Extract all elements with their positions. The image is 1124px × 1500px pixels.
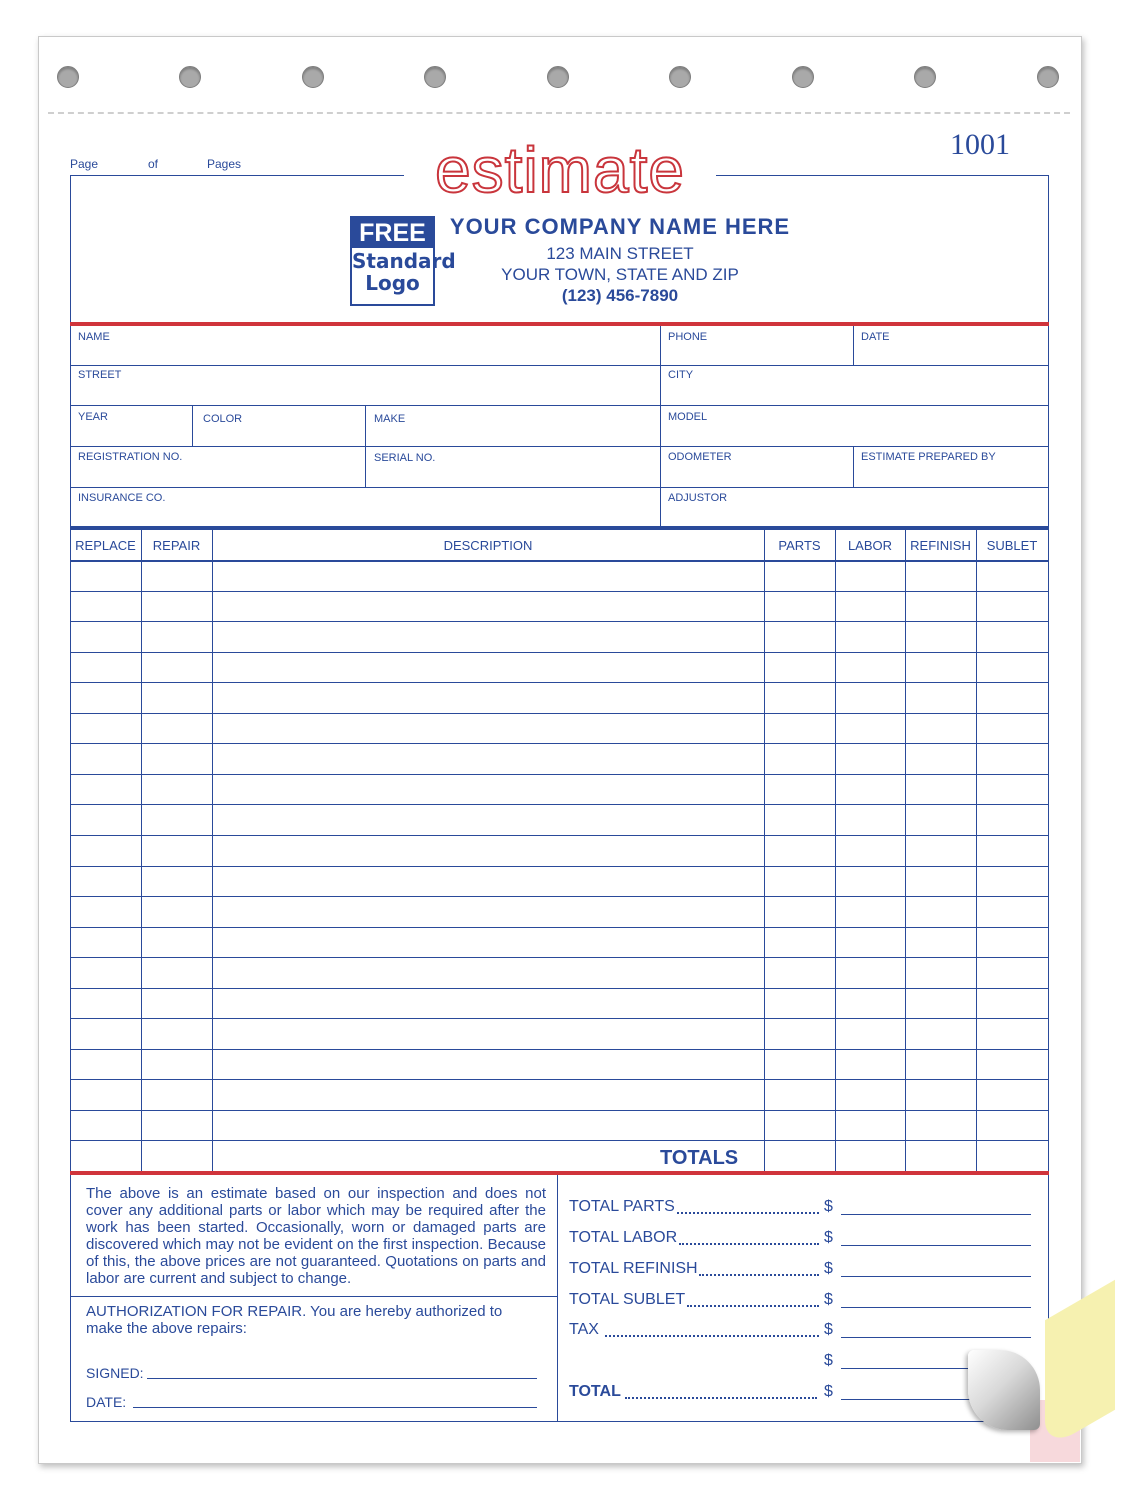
logo-line-1: Standard	[352, 249, 456, 273]
table-header-bottom	[70, 560, 1049, 562]
insurance-field[interactable]: INSURANCE CO.	[78, 492, 166, 504]
total-labor-label: TOTAL LABOR	[569, 1229, 678, 1246]
column-line	[853, 326, 854, 365]
table-row[interactable]	[70, 957, 1049, 958]
table-row[interactable]	[70, 835, 1049, 836]
blank-row[interactable]	[569, 1352, 1034, 1372]
currency-symbol: $	[824, 1383, 833, 1400]
make-field[interactable]: MAKE	[374, 413, 406, 425]
tax-row[interactable]	[569, 1321, 1034, 1341]
total-parts-row[interactable]	[569, 1198, 1034, 1218]
leader-dots	[687, 1291, 819, 1307]
leader-dots	[679, 1229, 819, 1245]
outer-border-bottom	[70, 1421, 1049, 1422]
registration-field[interactable]: REGISTRATION NO.	[78, 451, 183, 463]
logo-line-2: Logo	[365, 271, 420, 295]
column-line	[853, 446, 854, 487]
company-logo	[350, 216, 456, 306]
page-line	[70, 175, 404, 176]
col-repair: REPAIR	[152, 538, 201, 553]
binder-hole	[669, 66, 691, 88]
pages-label: Pages	[207, 157, 242, 171]
binder-hole	[914, 66, 936, 88]
row-line	[70, 405, 1049, 406]
currency-symbol: $	[824, 1291, 833, 1308]
tax-label: TAX	[569, 1321, 599, 1338]
page-label: Page	[70, 157, 99, 171]
column-line	[976, 530, 977, 1171]
red-divider-bottom	[70, 1171, 1049, 1175]
col-parts: PARTS	[778, 538, 821, 553]
amount-line	[841, 1307, 1031, 1308]
leader-dots	[699, 1260, 819, 1276]
total-refinish-row[interactable]	[569, 1260, 1034, 1280]
row-line	[70, 487, 1049, 488]
table-row[interactable]	[70, 1140, 1049, 1141]
row-line	[70, 446, 1049, 447]
serial-field[interactable]: SERIAL NO.	[374, 452, 436, 464]
phone-field[interactable]: PHONE	[668, 331, 708, 343]
grand-total-row[interactable]	[569, 1383, 1034, 1403]
perforation-line	[48, 112, 1070, 114]
adjustor-field[interactable]: ADJUSTOR	[668, 492, 728, 504]
leader-dots	[625, 1383, 817, 1399]
table-row[interactable]	[70, 682, 1049, 683]
totals-label: TOTALS	[660, 1147, 739, 1169]
table-row[interactable]	[70, 713, 1049, 714]
table-row[interactable]	[70, 1018, 1049, 1019]
date-field[interactable]: DATE	[861, 331, 890, 343]
street-field[interactable]: STREET	[78, 369, 122, 381]
header-line	[716, 175, 1049, 176]
binder-hole	[179, 66, 201, 88]
col-description: DESCRIPTION	[443, 538, 533, 553]
table-row[interactable]	[70, 866, 1049, 867]
table-row[interactable]	[70, 927, 1049, 928]
table-row[interactable]	[70, 988, 1049, 989]
currency-symbol: $	[824, 1229, 833, 1246]
leader-dots	[605, 1321, 819, 1337]
form-title: estimate	[435, 134, 685, 206]
col-labor: LABOR	[847, 538, 893, 553]
total-refinish-label: TOTAL REFINISH	[569, 1260, 698, 1277]
column-line	[212, 530, 213, 1171]
column-line	[660, 326, 661, 526]
column-line	[764, 530, 765, 1171]
binder-hole	[57, 66, 79, 88]
disclaimer-text: The above is an estimate based on our inspection and does not cover any additional parts or labor which may be required after the work has been started. Occasionally, worn or damaged parts are discovered which may not be evident on the first inspection. Because of this, the above prices are not guaranteed. Quotations on parts and labor are current and subject to change.	[86, 1185, 546, 1287]
col-replace: REPLACE	[75, 538, 136, 553]
row-line	[70, 365, 1049, 366]
name-field[interactable]: NAME	[78, 331, 110, 343]
date-label: DATE:	[86, 1394, 127, 1410]
total-sublet-row[interactable]	[569, 1291, 1034, 1311]
blue-divider	[70, 526, 1049, 530]
binder-hole	[1037, 66, 1059, 88]
table-row[interactable]	[70, 652, 1049, 653]
currency-symbol: $	[824, 1198, 833, 1215]
currency-symbol: $	[824, 1321, 833, 1338]
binder-hole	[547, 66, 569, 88]
outer-border-left	[70, 175, 71, 1422]
authorization-text: AUTHORIZATION FOR REPAIR. You are hereby authorized to make the above repairs:	[86, 1303, 503, 1337]
prepared-by-field[interactable]: ESTIMATE PREPARED BY	[861, 451, 996, 463]
company-city: YOUR TOWN, STATE AND ZIP	[501, 265, 739, 284]
currency-symbol: $	[824, 1260, 833, 1277]
model-field[interactable]: MODEL	[668, 411, 708, 423]
date-line[interactable]	[133, 1407, 537, 1408]
table-row[interactable]	[70, 1079, 1049, 1080]
signed-label: SIGNED:	[86, 1365, 144, 1381]
column-line	[835, 530, 836, 1171]
outer-border-right	[1048, 175, 1049, 1422]
total-labor-row[interactable]	[569, 1229, 1034, 1249]
column-line	[905, 530, 906, 1171]
col-refinish: REFINISH	[910, 538, 971, 553]
odometer-field[interactable]: ODOMETER	[668, 451, 732, 463]
column-line	[192, 405, 193, 446]
binder-hole	[424, 66, 446, 88]
binder-hole	[302, 66, 324, 88]
column-line	[141, 530, 142, 1171]
table-row[interactable]	[70, 1049, 1049, 1050]
table-row[interactable]	[70, 804, 1049, 805]
table-row[interactable]	[70, 621, 1049, 622]
of-label: of	[148, 157, 159, 171]
signature-line[interactable]	[147, 1378, 537, 1379]
total-sublet-label: TOTAL SUBLET	[569, 1291, 686, 1308]
red-divider-top	[70, 322, 1049, 326]
binder-hole	[792, 66, 814, 88]
column-line	[365, 405, 366, 487]
column-line	[557, 1175, 558, 1421]
col-sublet: SUBLET	[986, 538, 1038, 553]
table-row[interactable]	[70, 1110, 1049, 1111]
amount-line	[841, 1245, 1031, 1246]
table-row[interactable]	[70, 591, 1049, 592]
city-field[interactable]: CITY	[668, 369, 694, 381]
company-street: 123 MAIN STREET	[546, 244, 694, 263]
currency-symbol: $	[824, 1352, 833, 1369]
total-parts-label: TOTAL PARTS	[569, 1198, 675, 1215]
row-line	[70, 1296, 557, 1297]
amount-line	[841, 1337, 1031, 1338]
grand-total-label: TOTAL	[569, 1383, 621, 1400]
amount-line	[841, 1276, 1031, 1277]
table-row[interactable]	[70, 774, 1049, 775]
color-field[interactable]: COLOR	[203, 413, 243, 425]
year-field[interactable]: YEAR	[78, 411, 108, 423]
logo-free-text: FREE	[352, 218, 433, 248]
table-row[interactable]	[70, 896, 1049, 897]
page-curl	[968, 1350, 1040, 1430]
company-phone: (123) 456-7890	[561, 286, 679, 305]
amount-line	[841, 1214, 1031, 1215]
leader-dots	[677, 1198, 819, 1214]
table-row[interactable]	[70, 743, 1049, 744]
form-number: 1001	[950, 128, 1010, 161]
company-name: YOUR COMPANY NAME HERE	[449, 214, 791, 239]
